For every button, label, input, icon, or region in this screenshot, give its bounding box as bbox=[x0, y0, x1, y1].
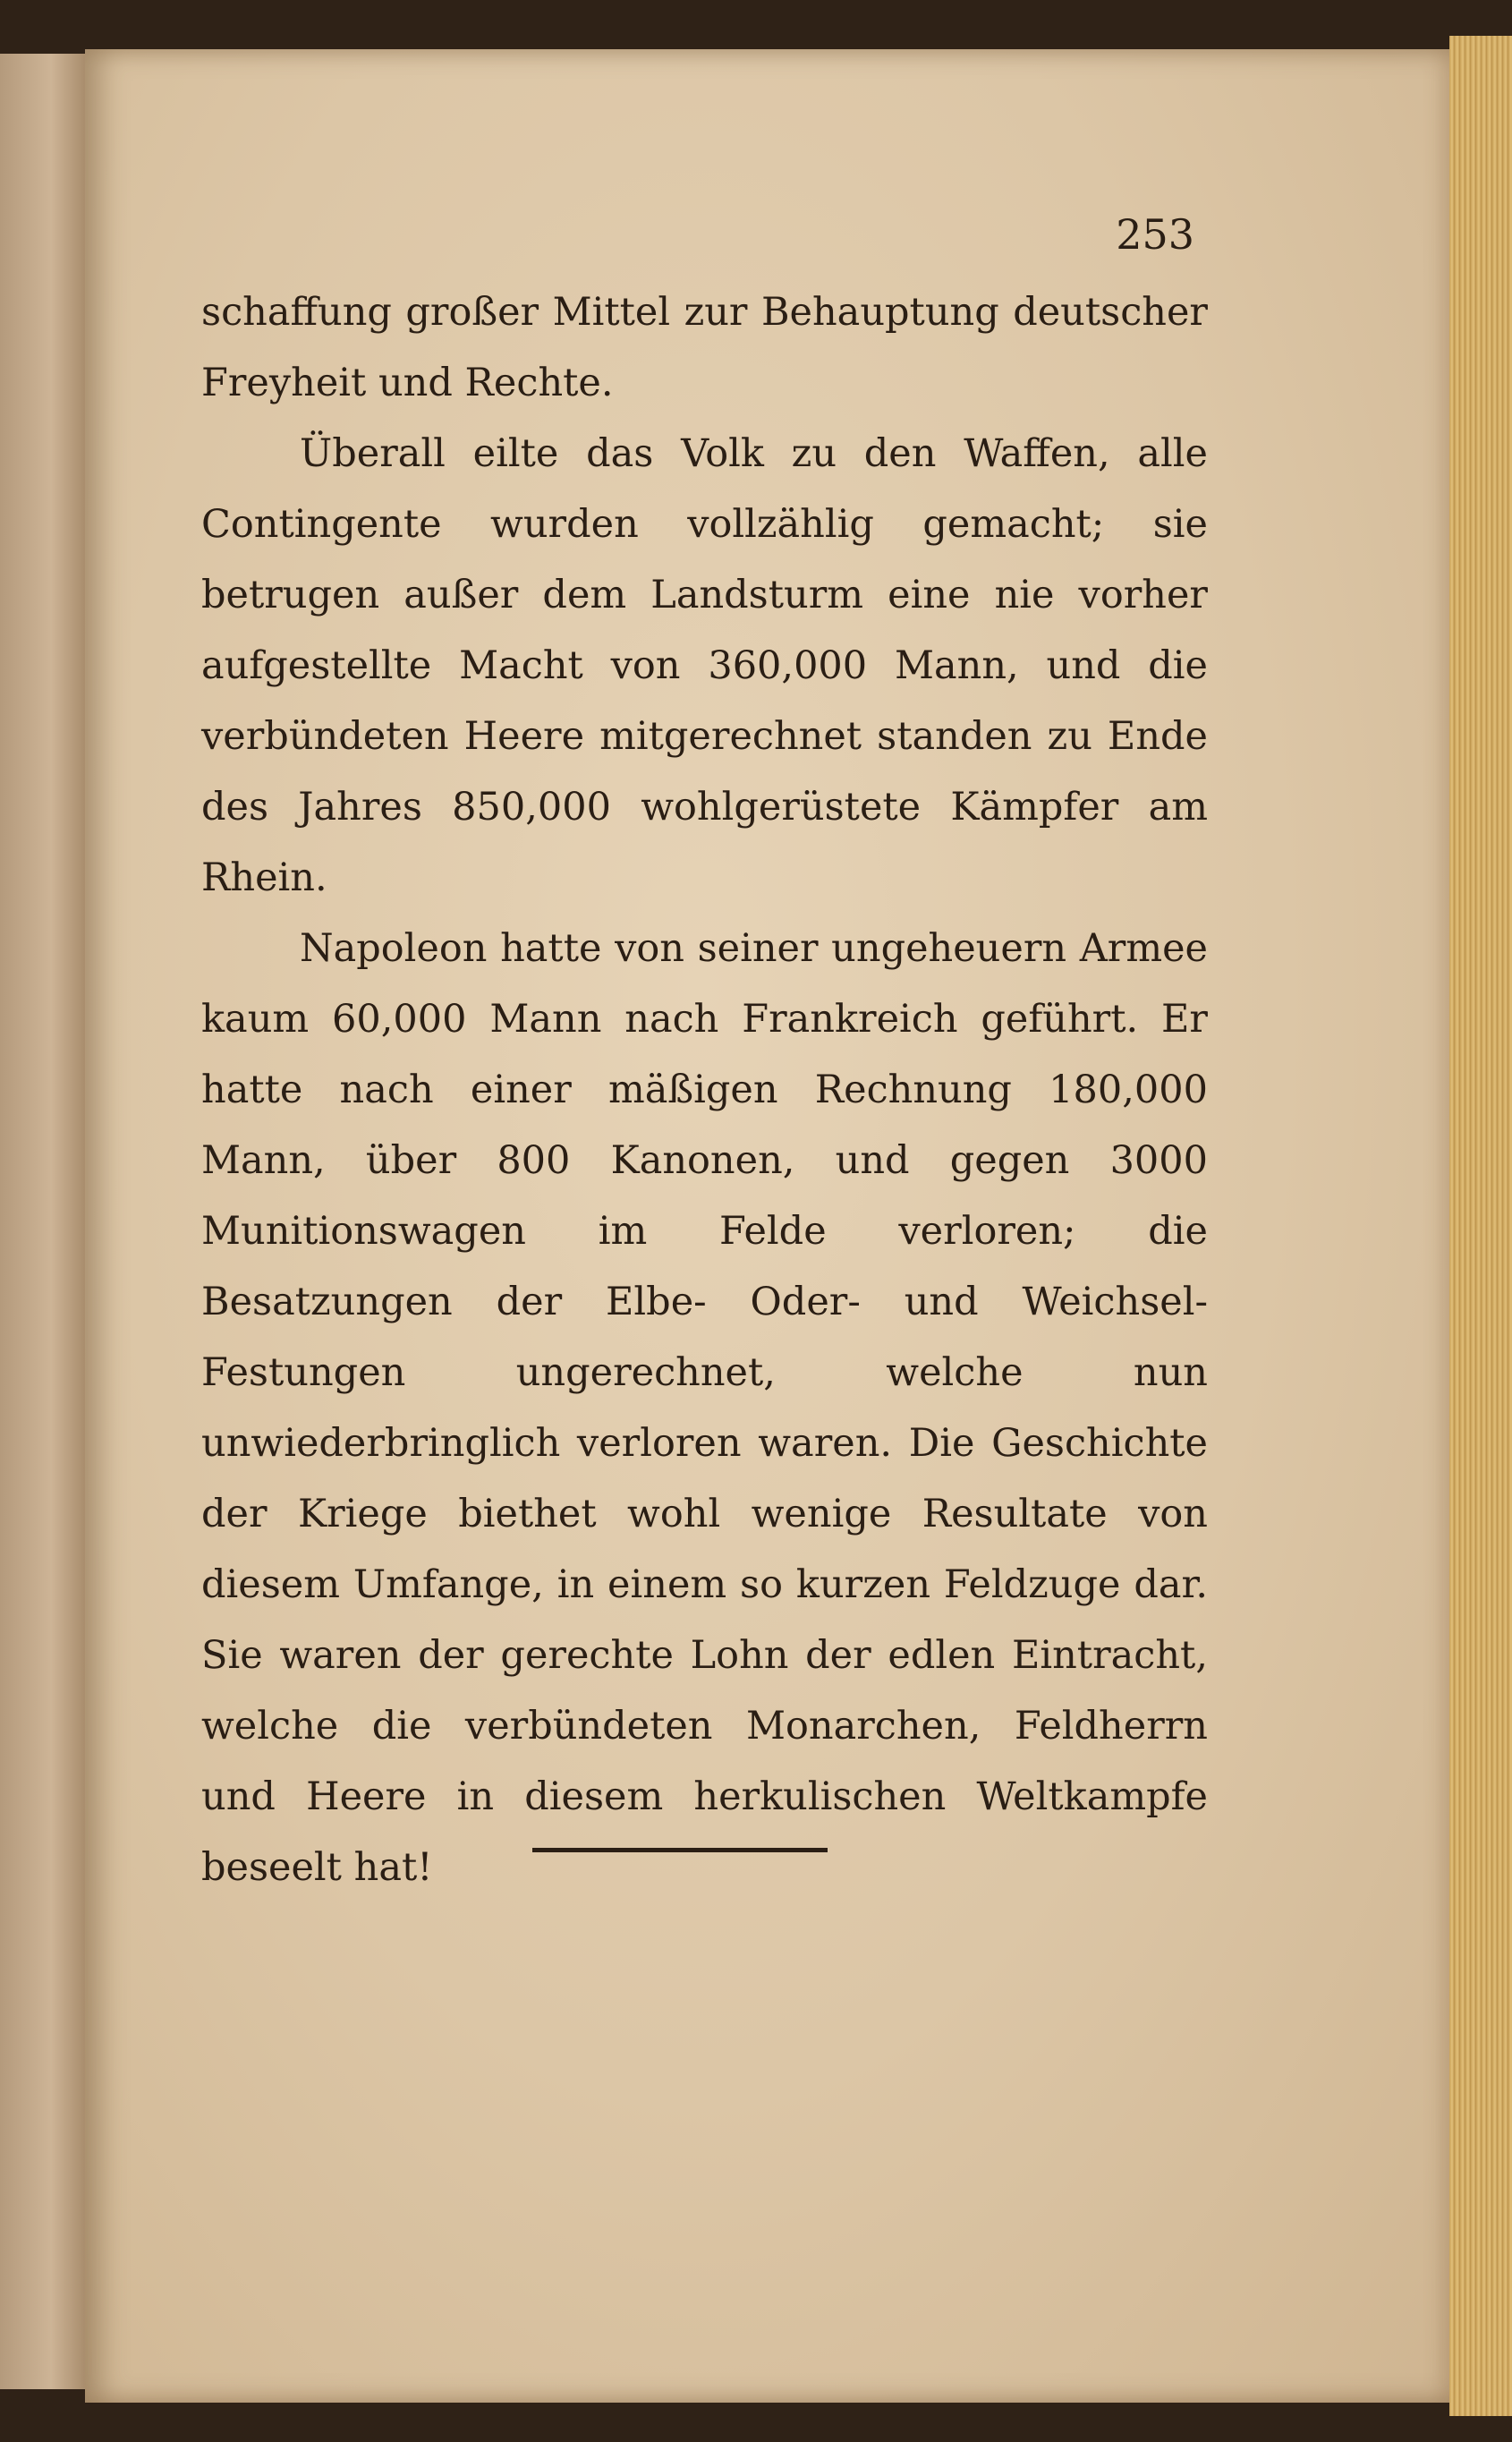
gilt-page-edges bbox=[1449, 36, 1512, 2416]
paragraph: Überall eilte das Volk zu den Waffen, alle Contingente wurden vollzählig gemacht; sie betrugen außer dem Landsturm eine nie vorher aufgestellte Macht von 360,000 Mann, und die verbündeten Heere mitgerechnet standen zu Ende des Jahres 850,000 wohlgerüstete Kämpfer am Rhein. bbox=[201, 431, 1208, 900]
paragraph: Napoleon hatte von seiner ungeheuern Armee kaum 60,000 Mann nach Frankreich geführt. Er hatte nach einer mäßigen Rechnung 180,000 Mann, über 800 Kanonen, und gegen 3000 Munitionswagen im Felde verloren; die Besatzungen der Elbe- Oder- und Weichsel-Festungen ungerechnet, welche nun unwiederbringlich verloren waren. Die Geschichte der Kriege biethet wohl wenige Resultate von diesem Umfange, in einem so kurzen Feldzuge dar. Sie waren der gerechte Lohn der edlen Eintracht, welche die verbündeten Monarchen, Feldherrn und Heere in diesem herkulischen Weltkampfe beseelt hat! bbox=[201, 926, 1208, 1890]
paragraph-continuation: schaffung großer Mittel zur Behauptung deutscher Freyheit und Rechte. bbox=[201, 290, 1208, 405]
page-number: 253 bbox=[1116, 210, 1194, 259]
section-end-rule bbox=[532, 1848, 828, 1852]
body-text bbox=[201, 277, 1208, 1903]
facing-page-edge bbox=[0, 54, 85, 2389]
